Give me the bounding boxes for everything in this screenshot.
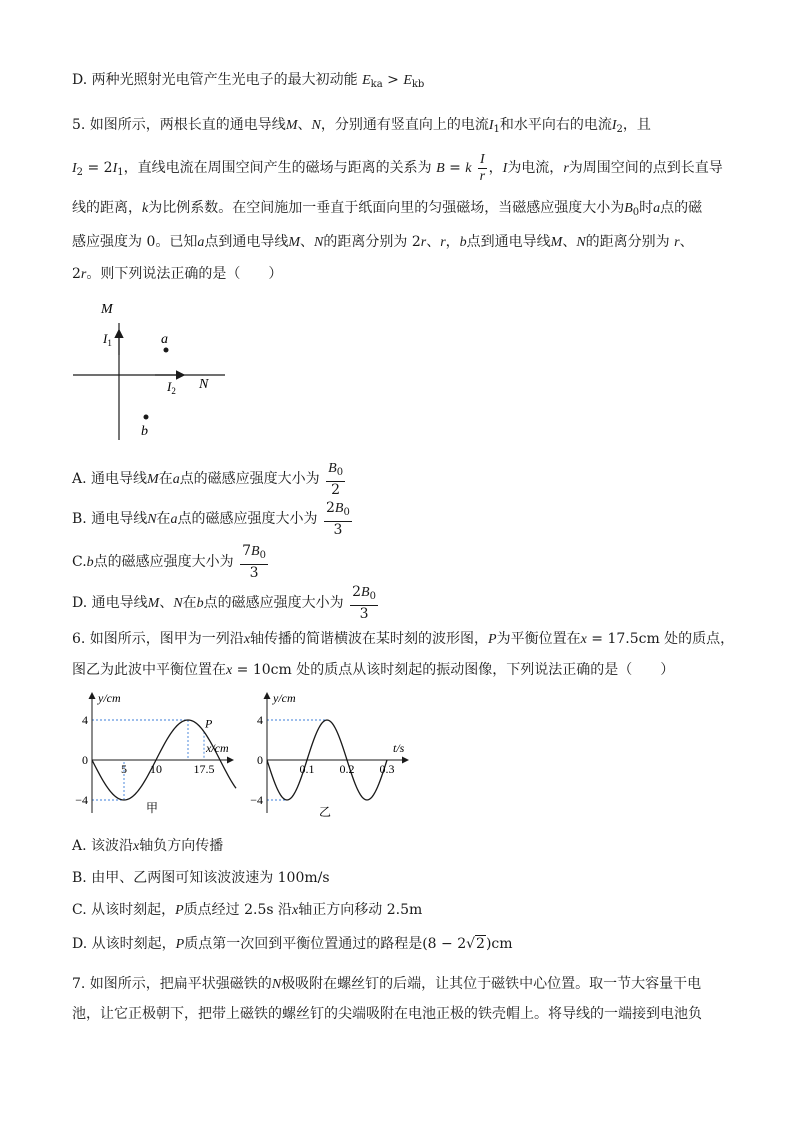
- vibration-chart-yi: [245, 688, 415, 818]
- label-a: a: [161, 332, 168, 347]
- y-tick-label: −4: [75, 793, 88, 807]
- y-tick-label: 0: [257, 753, 263, 767]
- point-b: [144, 415, 149, 420]
- y-axis-label: y/cm: [273, 691, 296, 705]
- q7-line-2: 池，让它正极朝下，把带上磁铁的螺丝钉的尖端吸附在电池正极的铁壳帽上。将导线的一端接到电池负: [72, 1006, 702, 1022]
- x-tick-labels: [121, 762, 215, 776]
- q5-option-c: C.b点的磁感应强度大小为 $\frac{7B_0}{3}$: [72, 543, 266, 581]
- q6-option-a: A. 该波沿x轴负方向传播: [72, 838, 224, 854]
- q5-line-1: 5. 如图所示，两根长直的通电导线M、N，分别通有竖直向上的电流$I_1$和水平向右的电流$I_2$，且: [72, 117, 651, 135]
- label-i1: $I_1$: [103, 331, 112, 348]
- x-axis-label: t/s: [393, 741, 405, 755]
- x-axis-label: x/cm: [206, 741, 229, 755]
- y-axis-label: y/cm: [98, 691, 121, 705]
- q6-option-b: B. 由甲、乙两图可知该波波速为 100m/s: [72, 870, 330, 886]
- q5-option-a: A. 通电导线M在a点的磁感应强度大小为 $\frac{B_0}{2}$: [72, 461, 344, 498]
- label-n: N: [199, 377, 209, 392]
- q5-line-3: 线的距离，k为比例系数。在空间施加一垂直于纸面向里的匀强磁场，当磁感应强度大小为$B_0$时a点的磁: [72, 200, 703, 218]
- q5-line-2: $I_2 = 2I_1$，直线电流在周围空间产生的磁场与距离的关系为 B = k $\frac{I}{r}$ ，I为电流，r为周围空间的点到长直导: [72, 151, 723, 184]
- q6-option-c: C. 从该时刻起，P质点经过 2.5s 沿x轴正方向移动 2.5m: [72, 902, 423, 918]
- wave-chart-jia: [72, 688, 242, 818]
- y-tick-label: 4: [82, 713, 88, 727]
- q7-line-1: 7. 如图所示，把扁平状强磁铁的N极吸附在螺丝钉的后端，让其位于磁铁中心位置。取一节大容量干电: [72, 976, 702, 992]
- x-tick-label: 0.1: [299, 762, 315, 776]
- x-tick-label: 0.3: [379, 762, 395, 776]
- q5-option-b: B. 通电导线N在a点的磁感应强度大小为 $\frac{2B_0}{3}$: [72, 500, 350, 538]
- formula-fraction: $\frac{I}{r}$: [479, 151, 486, 184]
- q6-line-1: 6. 如图所示，图甲为一列沿x轴传播的简谐横波在某时刻的波形图，P为平衡位置在x = 17.5cm 处的质点，: [72, 631, 735, 647]
- q5-line-4: 感应强度为 0。已知a点到通电导线M、N的距离分别为 2r、r，b点到通电导线M、N的距离分别为 r、: [72, 234, 694, 250]
- label-i2: $I_2$: [167, 379, 176, 396]
- y-tick-label: 4: [257, 713, 263, 727]
- label-b: b: [141, 424, 148, 439]
- y-tick-labels: [75, 713, 88, 807]
- y-tick-label: −4: [250, 793, 263, 807]
- y-tick-labels: [250, 713, 263, 807]
- chart-caption: 乙: [319, 805, 332, 818]
- q6-option-d: D. 从该时刻起，P质点第一次回到平衡位置通过的路程是(8 − 2√2)cm: [72, 936, 513, 952]
- x-tick-label: 17.5: [193, 762, 215, 776]
- x-tick-label: 5: [121, 762, 127, 776]
- q5-option-d: D. 通电导线M、N在b点的磁感应强度大小为 $\frac{2B_0}{3}$: [72, 584, 376, 622]
- q6-line-2: 图乙为此波中平衡位置在x = 10cm 处的质点从该时刻起的振动图像，下列说法正确的是（ ）: [72, 662, 675, 678]
- x-tick-labels: [300, 762, 395, 776]
- q4-option-d: D. 两种光照射光电管产生光电子的最大初动能 $E_{ka} > E_{kb}$: [72, 72, 425, 90]
- x-tick-label: 10: [150, 762, 162, 776]
- point-a: [164, 348, 169, 353]
- q5-line-5: 2r。则下列说法正确的是（ ）: [72, 266, 283, 282]
- label-m: M: [101, 302, 113, 317]
- y-tick-label: 0: [82, 753, 88, 767]
- q5-wire-figure: [65, 295, 225, 445]
- x-tick-label: 0.2: [339, 762, 355, 776]
- point-p-label: P: [205, 716, 213, 731]
- chart-caption: 甲: [146, 801, 159, 815]
